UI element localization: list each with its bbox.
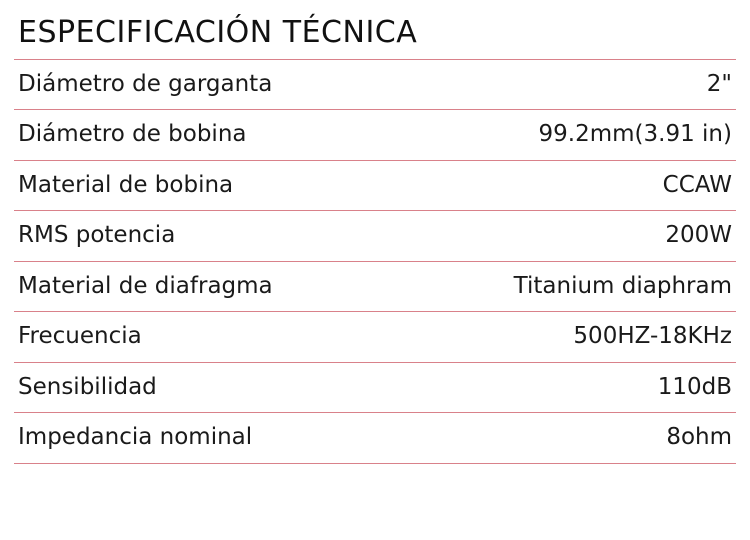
table-row [14, 60, 736, 110]
spec-label: Diámetro de garganta [18, 71, 273, 97]
spec-value: 99.2mm(3.91 in) [538, 121, 732, 148]
spec-value: 2" [706, 71, 732, 97]
specification-table [14, 59, 736, 464]
spec-value: 110dB [657, 373, 732, 400]
spec-value: 200W [665, 222, 732, 249]
table-row [14, 261, 736, 311]
spec-label: Material de bobina [18, 171, 234, 198]
spec-label: Sensibilidad [18, 373, 157, 400]
spec-label: Diámetro de bobina [18, 121, 247, 148]
table-row [14, 362, 736, 412]
page-title: ESPECIFICACIÓN TÉCNICA [18, 15, 418, 50]
table-row [14, 413, 736, 463]
spec-value: 500HZ-18KHz [573, 323, 732, 350]
spec-value: Titanium diaphram [513, 272, 732, 299]
spec-value: 8ohm [666, 424, 732, 451]
table-row [14, 312, 736, 362]
table-row [14, 211, 736, 261]
specification-table-body [14, 60, 736, 464]
spec-label: Impedancia nominal [18, 424, 253, 451]
table-row [14, 110, 736, 160]
spec-label: Frecuencia [18, 323, 142, 350]
spec-label: RMS potencia [18, 222, 176, 249]
table-row [14, 160, 736, 210]
spec-label: Material de diafragma [18, 272, 273, 299]
spec-value: CCAW [662, 171, 732, 198]
